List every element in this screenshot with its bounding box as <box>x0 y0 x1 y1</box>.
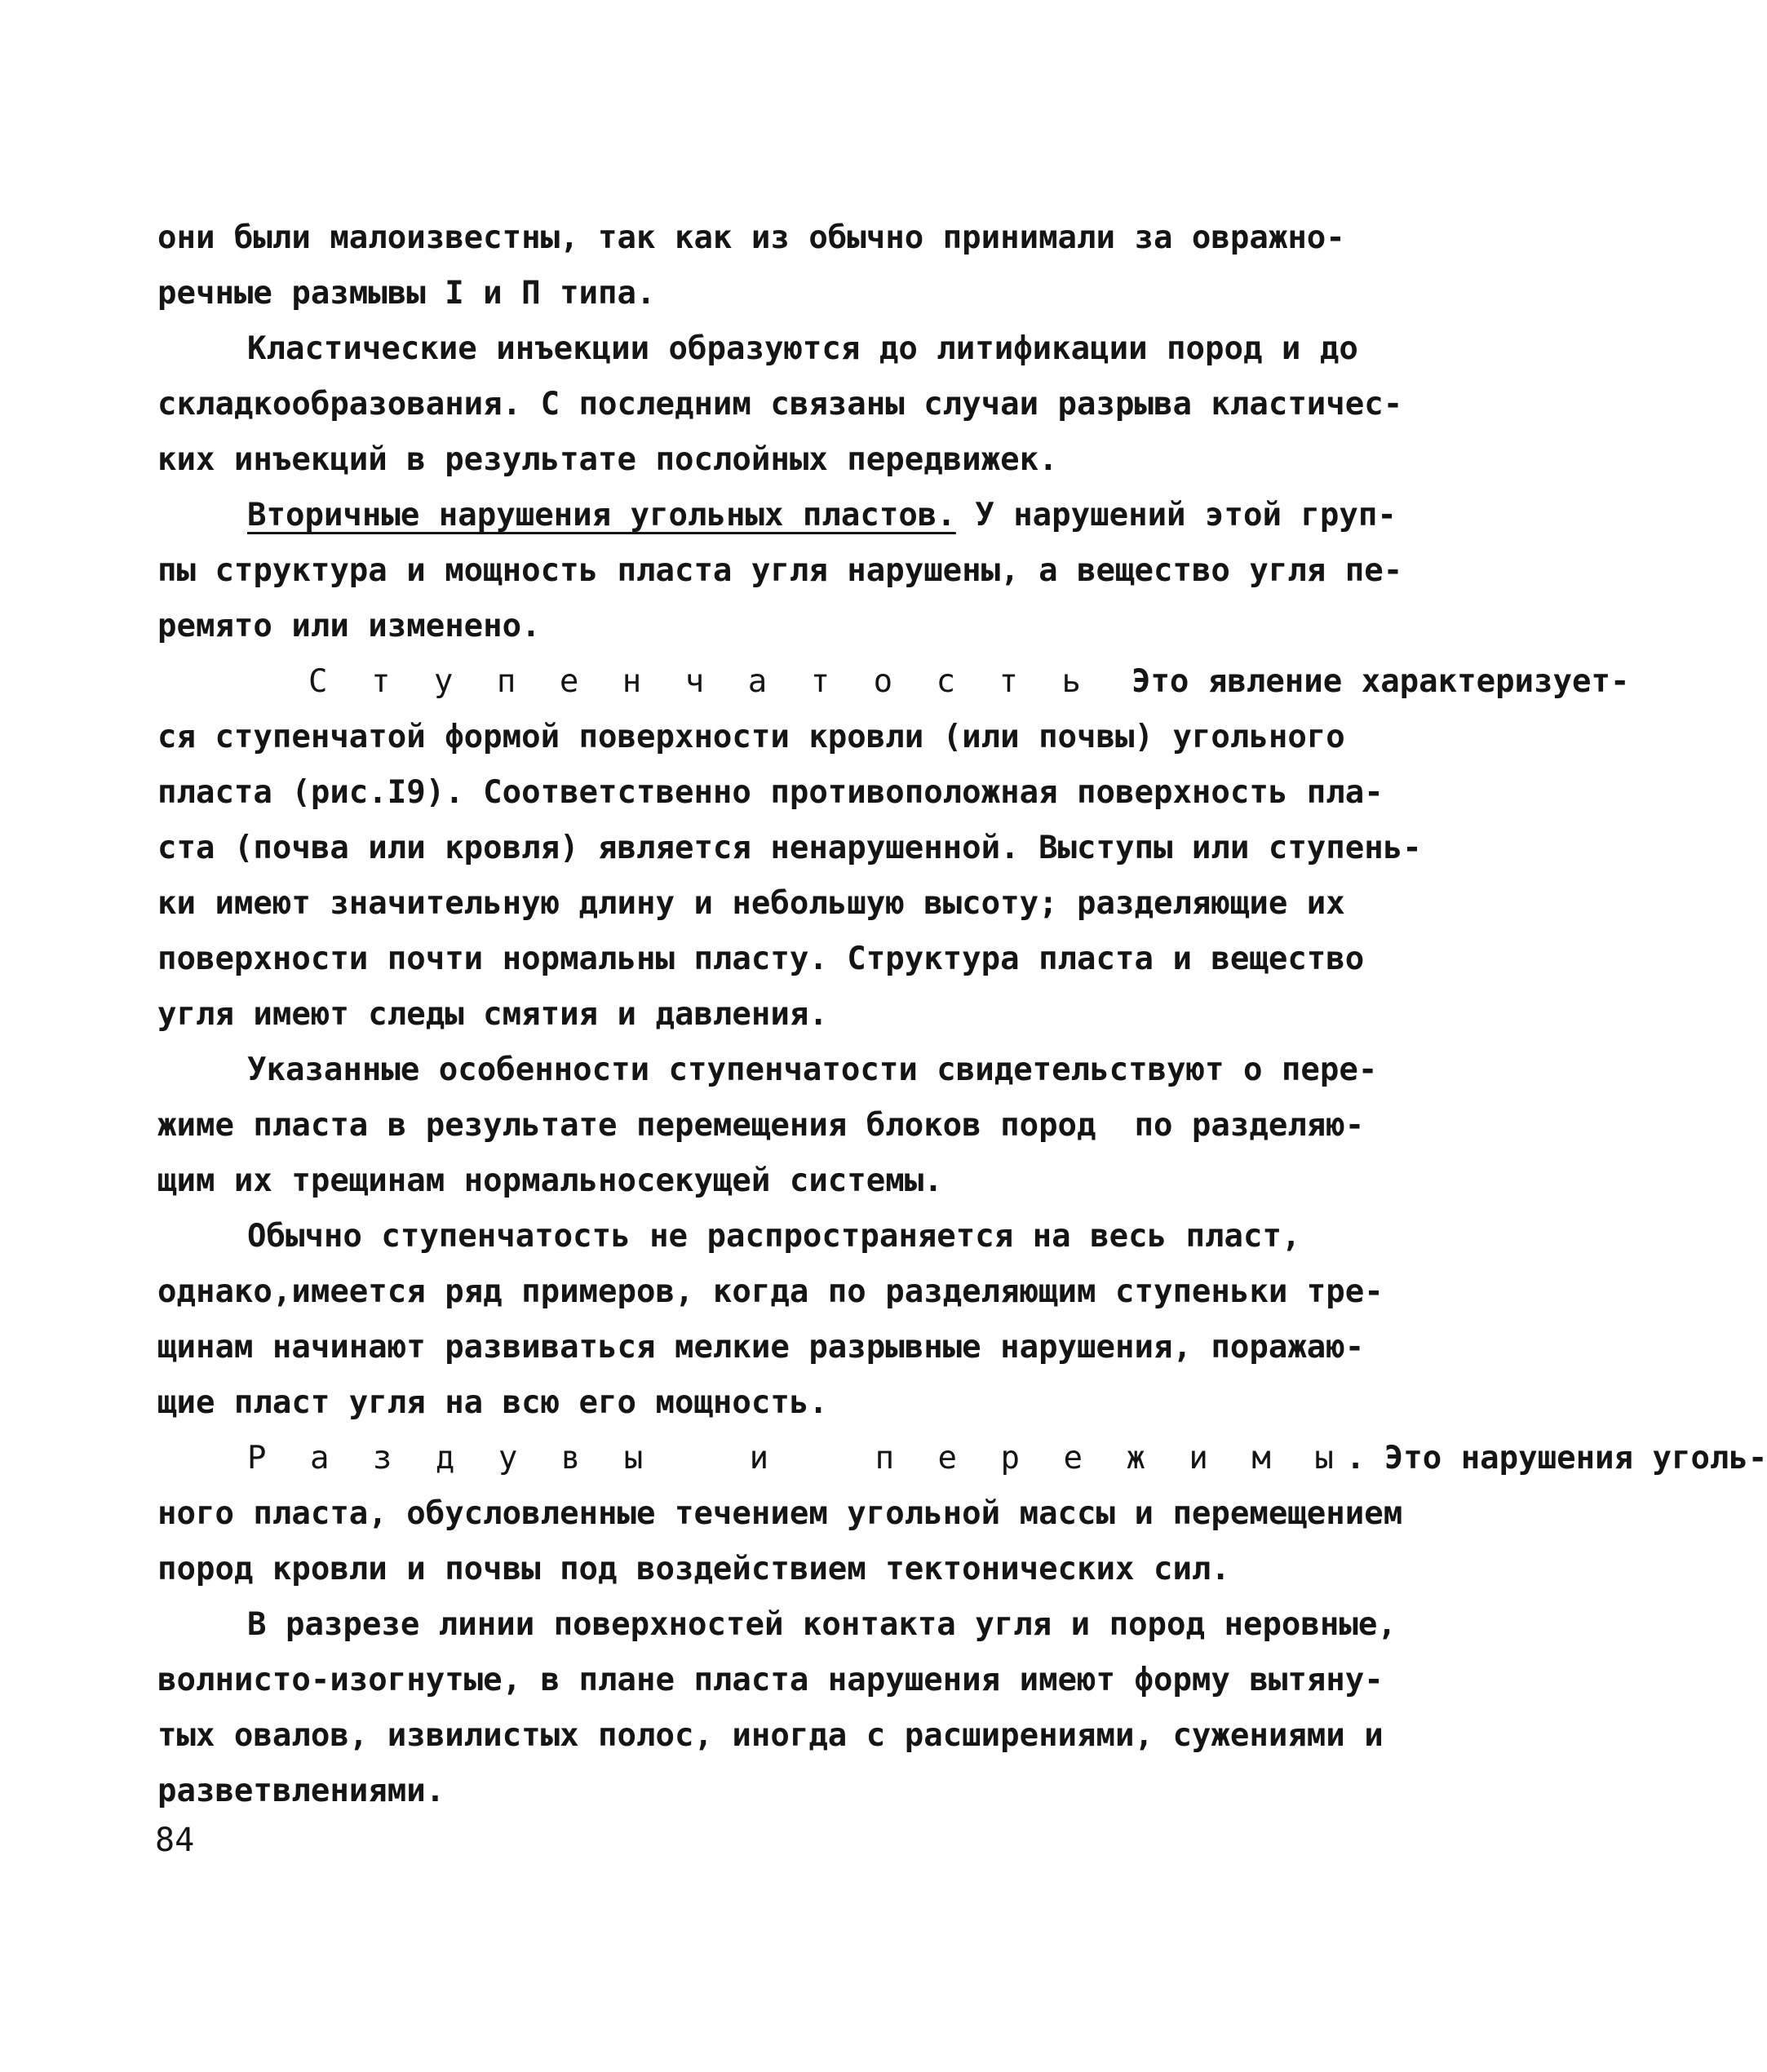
text-fragment: У нарушений этой груп- <box>955 497 1397 533</box>
text-line: ся ступенчатой формой поверхности кровли (или почвы) угольного <box>157 719 1345 755</box>
paragraph-start: Обычно ступенчатость не распространяется на весь пласт, <box>247 1218 1301 1255</box>
text-line: они были малоизвестны, так как из обычно принимали за овражно- <box>157 219 1345 256</box>
text-fragment: . Это нарушения уголь- <box>1345 1440 1767 1477</box>
paragraph-start: Указанные особенности ступенчатости свидетельствуют о пере- <box>247 1051 1378 1088</box>
section-heading: Вторичные нарушения угольных пластов. <box>247 497 956 533</box>
text-line: поверхности почти нормальны пласту. Структура пласта и вещество <box>157 941 1365 977</box>
text-line: ного пласта, обусловленные течением угольной массы и перемещением <box>157 1495 1403 1532</box>
text-line: волнисто-изогнутые, в плане пласта нарушения имеют форму вытяну- <box>157 1662 1384 1698</box>
text-line: жиме пласта в результате перемещения блоков пород по разделяю- <box>157 1107 1365 1144</box>
paragraph-start: В разрезе линии поверхностей контакта угля и пород неровные, <box>247 1606 1397 1643</box>
spaced-term: С т у п е н ч а т о с т ь <box>308 663 1093 700</box>
paragraph-start: Кластические инъекции образуются до литификации пород и до <box>247 330 1358 367</box>
text-line: щие пласт угля на всю его мощность. <box>157 1384 828 1421</box>
text-line: ки имеют значительную длину и небольшую высоту; разделяющие их <box>157 885 1345 922</box>
text-line: пласта (рис.I9). Соответственно противоположная поверхность пла- <box>157 774 1384 811</box>
text-line: ремято или изменено. <box>157 608 541 644</box>
text-line: щим их трещинам нормальносекущей системы. <box>157 1162 943 1199</box>
text-line: разветвлениями. <box>157 1773 445 1809</box>
text-line: речные размывы I и П типа. <box>157 275 656 312</box>
term-line <box>247 1439 1767 1478</box>
text-line: тых овалов, извилистых полос, иногда с расширениями, сужениями и <box>157 1717 1384 1754</box>
page-number: 84 <box>155 1822 195 1859</box>
text-line: складкообразования. С последним связаны случаи разрыва кластичес- <box>157 386 1403 423</box>
section-heading-line <box>247 496 1397 535</box>
text-fragment: Это явление характеризует- <box>1093 663 1630 700</box>
text-line: пы структура и мощность пласта угля нарушены, а вещество угля пе- <box>157 552 1403 589</box>
text-line: щинам начинают развиваться мелкие разрывные нарушения, поражаю- <box>157 1329 1365 1366</box>
term-line <box>308 662 1629 702</box>
text-line: однако,имеется ряд примеров, когда по разделяющим ступеньки тре- <box>157 1273 1384 1310</box>
text-line: ста (почва или кровля) является ненарушенной. Выступы или ступень- <box>157 830 1422 866</box>
text-line: пород кровли и почвы под воздействием тектонических сил. <box>157 1551 1230 1587</box>
spaced-term: Р а з д у в ы и п е р е ж и м ы <box>247 1440 1346 1477</box>
text-line: угля имеют следы смятия и давления. <box>157 996 828 1033</box>
text-line: ких инъекций в результате послойных передвижек. <box>157 441 1058 478</box>
